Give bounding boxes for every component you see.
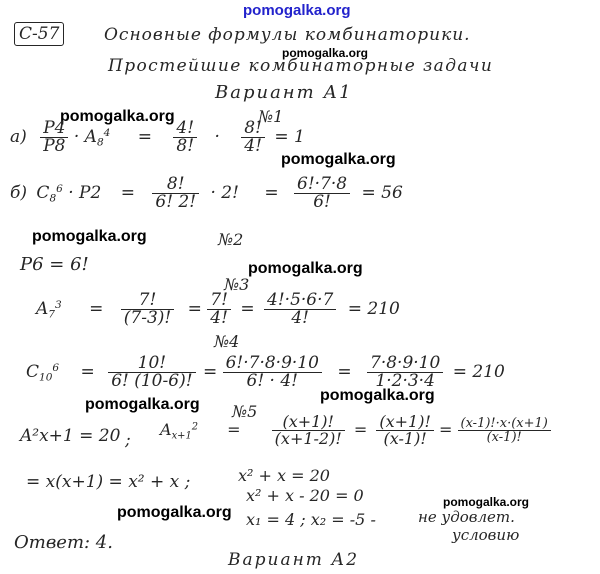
task4-result: = 210 bbox=[452, 362, 505, 382]
task1b-fraction2 bbox=[294, 176, 350, 211]
task4-fraction1-denominator: 6! (10-6)! bbox=[111, 371, 193, 391]
task1a-fraction1-denominator: 8! bbox=[176, 136, 195, 156]
task1b-fraction1 bbox=[152, 176, 199, 211]
watermark: pomogalka.org bbox=[85, 396, 200, 413]
answer-text: Ответ: 4. bbox=[14, 532, 113, 553]
task1b-fraction1-denominator: 6! 2! bbox=[155, 192, 197, 212]
task4-eq3: = bbox=[337, 362, 352, 382]
task1b-C-sub: 8 bbox=[49, 192, 57, 205]
task1b-C: C bbox=[36, 183, 50, 203]
task5-note2: условию bbox=[452, 526, 520, 544]
task4-fraction3 bbox=[367, 355, 443, 390]
task5-A: A bbox=[160, 420, 172, 439]
task1b-fraction1-numerator: 8! bbox=[152, 176, 199, 194]
task1a-fraction2 bbox=[241, 120, 265, 155]
task4-fraction1 bbox=[108, 355, 195, 390]
task1a-line bbox=[10, 120, 305, 155]
watermark: pomogalka.org bbox=[248, 260, 363, 277]
task5-fraction3-denominator: (x-1)! bbox=[486, 430, 522, 445]
task1b-fraction2-denominator: 6! bbox=[313, 192, 331, 212]
task3-fraction3-numerator: 4!·5·6·7 bbox=[264, 292, 336, 310]
worksheet-code bbox=[14, 26, 64, 43]
task3-fraction2-numerator: 7! bbox=[207, 292, 231, 310]
task5-note1: не удовлет. bbox=[418, 508, 515, 526]
task4-eq2: = bbox=[202, 362, 218, 382]
task5-line1 bbox=[160, 414, 551, 447]
task5-given: A²x+1 = 20 bbox=[20, 426, 121, 446]
task3-A: A bbox=[36, 299, 49, 319]
task1a-fraction2-denominator: 4! bbox=[244, 136, 262, 156]
task5-fraction1-denominator: (x+1-2)! bbox=[274, 429, 342, 448]
task5-separator: ; bbox=[125, 430, 131, 450]
task5-equation-b: x² + x - 20 = 0 bbox=[246, 486, 364, 505]
task3-eq2: = bbox=[187, 299, 202, 319]
task5-roots: x₁ = 4 ; x₂ = -5 - bbox=[246, 510, 376, 529]
task3-eq: = bbox=[89, 299, 104, 319]
worksheet-code-box: С-57 bbox=[14, 22, 64, 46]
task4-fraction3-numerator: 7·8·9·10 bbox=[367, 355, 443, 373]
task3-fraction2 bbox=[207, 292, 231, 327]
variant-heading: Вариант А1 bbox=[215, 82, 353, 103]
task5-line2: = x(x+1) = x² + x ; bbox=[26, 472, 191, 492]
task5-fraction2-numerator: (x+1)! bbox=[376, 414, 434, 431]
task4-number: №4 bbox=[214, 332, 240, 351]
task1a-result: = 1 bbox=[274, 127, 305, 147]
watermark: pomogalka.org bbox=[60, 108, 175, 125]
task2-answer: P6 = 6! bbox=[20, 254, 89, 275]
task5-fraction2-denominator: (x-1)! bbox=[383, 429, 427, 448]
task4-fraction3-denominator: 1·2·3·4 bbox=[375, 371, 435, 391]
watermark-small-header: pomogalka.org bbox=[282, 46, 369, 60]
task5-fraction3-numerator: (x-1)!·x·(x+1) bbox=[458, 417, 551, 431]
task4-fraction2-numerator: 6!·7·8·9·10 bbox=[223, 355, 322, 373]
task4-C-sub: 10 bbox=[39, 371, 53, 384]
task3-eq3: = bbox=[240, 299, 255, 319]
task1a-A: A bbox=[84, 127, 97, 147]
task1a-A-sup: 4 bbox=[103, 127, 111, 140]
task1b-fraction2-numerator: 6!·7·8 bbox=[294, 176, 350, 194]
task5-eq3: = bbox=[439, 420, 453, 439]
watermark: pomogalka.org bbox=[281, 151, 396, 168]
task1a-fraction1 bbox=[173, 120, 197, 155]
task1a-dot: · bbox=[73, 127, 80, 147]
task4-C-sup: 6 bbox=[52, 362, 60, 375]
task1b-eq2: = bbox=[264, 183, 279, 203]
task3-fraction1 bbox=[121, 292, 174, 327]
task1a-label: а) bbox=[10, 127, 27, 147]
task5-number: №5 bbox=[232, 402, 258, 421]
task2-number: №2 bbox=[218, 230, 244, 249]
task5-fraction1-numerator: (x+1)! bbox=[272, 414, 345, 431]
task4-fraction2 bbox=[223, 355, 322, 390]
task4-eq: = bbox=[80, 362, 95, 382]
task1b-result: = 56 bbox=[361, 183, 403, 203]
task3-fraction3-denominator: 4! bbox=[291, 308, 309, 328]
task1b-P: · P2 bbox=[68, 183, 102, 203]
task5-A-sup: 2 bbox=[191, 421, 199, 433]
worksheet-title-line2: Простейшие комбинаторные задачи bbox=[108, 56, 494, 76]
task1b-line bbox=[10, 176, 403, 211]
task1-number: №1 bbox=[258, 107, 284, 126]
task1b-eq: = bbox=[120, 183, 135, 203]
task1a-fraction1-numerator: 4! bbox=[173, 120, 197, 138]
task1b-mid: · 2! bbox=[210, 183, 239, 203]
task3-result: = 210 bbox=[347, 299, 400, 319]
task1a-lhs-fraction bbox=[40, 120, 68, 155]
task5-eq2: = bbox=[353, 420, 368, 439]
next-variant-heading: Вариант А2 bbox=[228, 550, 360, 570]
task3-line bbox=[36, 292, 400, 327]
task4-line bbox=[26, 355, 505, 390]
task4-fraction2-denominator: 6! · 4! bbox=[246, 371, 299, 391]
task5-fraction2 bbox=[376, 414, 434, 447]
watermark: pomogalka.org bbox=[117, 504, 232, 521]
task1b-label: б) bbox=[10, 183, 28, 203]
task3-fraction1-denominator: (7-3)! bbox=[123, 308, 172, 328]
task3-number: №3 bbox=[224, 275, 250, 294]
watermark-top: pomogalka.org bbox=[243, 2, 351, 19]
task5-A-sub: x+1 bbox=[171, 430, 192, 442]
task5-fraction1 bbox=[272, 414, 345, 447]
watermark: pomogalka.org bbox=[320, 387, 435, 404]
watermark: pomogalka.org bbox=[32, 228, 147, 245]
task1a-lhs-denominator: P8 bbox=[43, 136, 66, 156]
task4-fraction1-numerator: 10! bbox=[108, 355, 195, 373]
task5-equation-a: x² + x = 20 bbox=[238, 466, 330, 485]
task3-fraction3 bbox=[264, 292, 336, 327]
task1a-fraction2-numerator: 8! bbox=[241, 120, 265, 138]
worksheet-title-line1: Основные формулы комбинаторики. bbox=[104, 25, 471, 45]
task1a-lhs-numerator: P4 bbox=[40, 120, 68, 138]
task5-fraction3 bbox=[458, 417, 551, 444]
task3-A-sup: 3 bbox=[54, 299, 62, 312]
task3-fraction2-denominator: 4! bbox=[210, 308, 228, 328]
task1b-C-sup: 6 bbox=[56, 183, 63, 196]
task1a-A-sub: 8 bbox=[96, 136, 104, 149]
task3-fraction1-numerator: 7! bbox=[121, 292, 174, 310]
watermark-small: pomogalka.org bbox=[443, 495, 530, 509]
task5-eq: = bbox=[227, 420, 241, 439]
task1a-dot2: · bbox=[214, 127, 220, 147]
task3-A-sub: 7 bbox=[48, 308, 55, 321]
task1a-eq: = bbox=[137, 127, 153, 147]
task4-C: C bbox=[26, 362, 40, 382]
